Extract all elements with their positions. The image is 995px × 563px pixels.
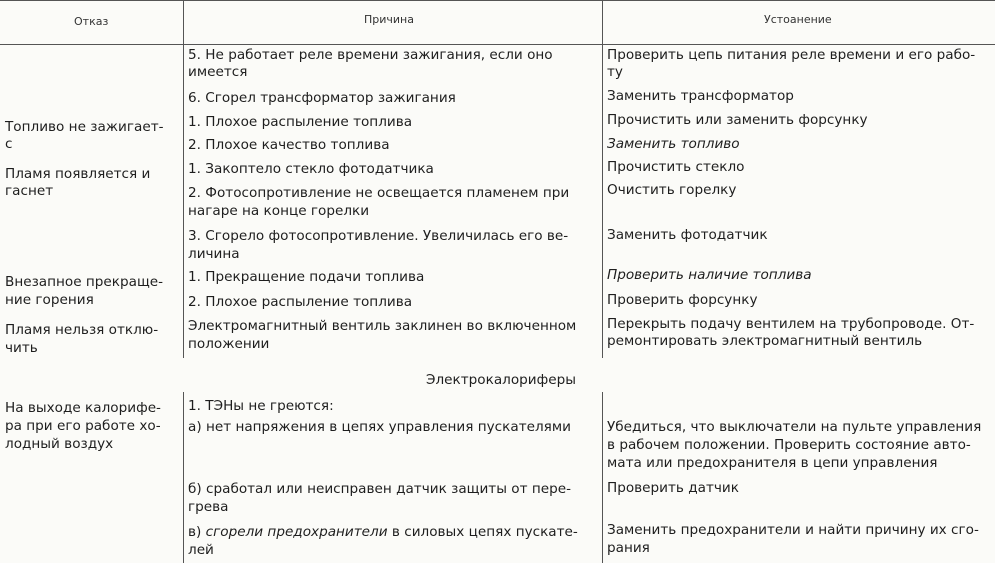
cause-c-l2: лей bbox=[188, 542, 214, 558]
fix-burner: Очистить горелку bbox=[607, 182, 737, 198]
cause-relay-l2: имеется bbox=[188, 64, 248, 80]
cause-spray-2: 2. Плохое распыление топлива bbox=[188, 294, 413, 310]
table-top-rule bbox=[0, 0, 995, 1]
column-divider-1-lower bbox=[183, 392, 184, 563]
fix-b: Проверить датчик bbox=[607, 480, 739, 496]
fix-transformer: Заменить трансформатор bbox=[607, 88, 794, 104]
cause-burnt-l1: 3. Сгорело фотосопротивление. Увеличилась его ве- bbox=[188, 228, 569, 244]
failure-cannot-turn-off-l1: Пламя нельзя отклю- bbox=[5, 322, 159, 338]
cause-a: а) нет напряжения в цепях управления пускателями bbox=[188, 419, 571, 435]
cause-b-l1: б) сработал или неисправен датчик защиты от пере- bbox=[188, 481, 571, 497]
column-divider-2 bbox=[602, 0, 603, 358]
header-fix: Устоанение bbox=[764, 13, 832, 26]
cause-glass: 1. Закоптело стекло фотодатчика bbox=[188, 161, 434, 177]
cause-transformer: 6. Сгорел трансформатор зажигания bbox=[188, 90, 456, 106]
fix-glass: Прочистить стекло bbox=[607, 159, 745, 175]
failure-cold-air-l2: ра при его работе хо- bbox=[5, 418, 161, 434]
failure-no-ignite-l2: с bbox=[5, 136, 13, 152]
cause-photoresistor-l2: нагаре на конце горелки bbox=[188, 203, 370, 219]
failure-sudden-stop-l2: ние горения bbox=[5, 292, 94, 308]
column-divider-2-lower bbox=[602, 392, 603, 563]
failure-flame-out-l2: гаснет bbox=[5, 183, 54, 199]
fix-relay-l2: ту bbox=[607, 64, 623, 80]
fix-check-nozzle: Проверить форсунку bbox=[607, 292, 758, 308]
fix-valve-l2: ремонтировать электромагнитный вентиль bbox=[607, 333, 923, 349]
cause-relay-l1: 5. Не работает реле времени зажигания, если оно bbox=[188, 47, 553, 63]
cause-valve-l1: Электромагнитный вентиль заклинен во включенном bbox=[188, 318, 577, 334]
cause-quality: 2. Плохое качество топлива bbox=[188, 137, 390, 153]
failure-sudden-stop-l1: Внезапное прекраще- bbox=[5, 274, 164, 290]
fix-nozzle: Прочистить или заменить форсунку bbox=[607, 112, 868, 128]
cause-c-prefix: в) bbox=[188, 524, 202, 540]
section-heading: Электрокалориферы bbox=[426, 372, 576, 388]
cause-supply-stop: 1. Прекращение подачи топлива bbox=[188, 269, 425, 285]
cause-burnt-l2: личина bbox=[188, 246, 240, 262]
cause-heaters: 1. ТЭНы не греются: bbox=[188, 398, 334, 414]
fix-c-l1: Заменить предохранители и найти причину их сго- bbox=[607, 522, 979, 538]
header-bottom-rule bbox=[0, 44, 995, 45]
column-divider-1 bbox=[183, 0, 184, 358]
cause-b-l2: грева bbox=[188, 499, 229, 515]
failure-cold-air-l1: На выходе калорифе- bbox=[5, 400, 161, 416]
fix-a-l1: Убедиться, что выключатели на пульте управления bbox=[607, 419, 982, 435]
failure-cold-air-l3: лодный воздух bbox=[5, 436, 114, 452]
cause-c-l1 bbox=[188, 524, 578, 541]
fix-relay-l1: Проверить цепь питания реле времени и его рабо- bbox=[607, 47, 976, 63]
cause-c-rest: в силовых цепях пускате- bbox=[391, 524, 578, 540]
fix-a-l3: мата или предохранителя в цепи управления bbox=[607, 455, 938, 471]
fix-fuel: Заменить топливо bbox=[607, 136, 740, 152]
failure-flame-out-l1: Пламя появляется и bbox=[5, 166, 151, 182]
header-failure: Отказ bbox=[74, 15, 109, 28]
fix-sensor: Заменить фотодатчик bbox=[607, 227, 768, 243]
cause-spray: 1. Плохое распыление топлива bbox=[188, 114, 413, 130]
header-cause: Причина bbox=[364, 13, 414, 26]
fix-valve-l1: Перекрыть подачу вентилем на трубопроводе. От- bbox=[607, 316, 975, 332]
cause-valve-l2: положении bbox=[188, 336, 270, 352]
cause-c-italic: сгорели предохранители bbox=[205, 524, 388, 540]
failure-no-ignite-l1: Топливо не зажигает- bbox=[5, 119, 164, 135]
failure-cannot-turn-off-l2: чить bbox=[5, 340, 38, 356]
fix-c-l2: рания bbox=[607, 540, 650, 556]
fix-a-l2: в рабочем положении. Проверить состояние авто- bbox=[607, 437, 971, 453]
cause-photoresistor-l1: 2. Фотосопротивление не освещается пламенем при bbox=[188, 185, 570, 201]
fix-check-fuel: Проверить наличие топлива bbox=[607, 267, 812, 283]
